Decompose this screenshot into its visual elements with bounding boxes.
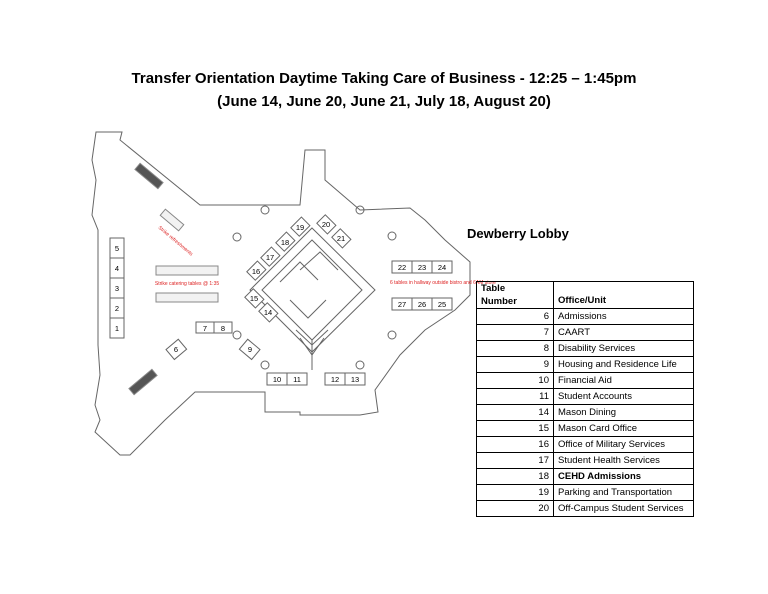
table-number-cell: 20 bbox=[477, 501, 554, 517]
plan-table-14 bbox=[259, 303, 278, 322]
table-row bbox=[477, 309, 694, 325]
office-unit-cell: CAART bbox=[554, 325, 694, 341]
table-number-cell: 18 bbox=[477, 469, 554, 485]
svg-text:10: 10 bbox=[272, 375, 282, 384]
plan-table-3 bbox=[110, 278, 124, 298]
table-number-cell: 11 bbox=[477, 389, 554, 405]
office-unit-cell: Office of Military Services bbox=[554, 437, 694, 453]
office-unit-cell: Student Health Services bbox=[554, 453, 694, 469]
table-row bbox=[477, 469, 694, 485]
table-number-cell: 8 bbox=[477, 341, 554, 357]
table-row bbox=[477, 453, 694, 469]
svg-text:25: 25 bbox=[437, 300, 447, 309]
plan-table-7 bbox=[196, 322, 214, 333]
table-number-cell: 17 bbox=[477, 453, 554, 469]
svg-text:24: 24 bbox=[437, 263, 447, 272]
office-unit-cell: Mason Card Office bbox=[554, 421, 694, 437]
table-row bbox=[477, 357, 694, 373]
office-unit-cell: Admissions bbox=[554, 309, 694, 325]
center-stair-diamond bbox=[247, 228, 375, 354]
table-row bbox=[477, 341, 694, 357]
svg-text:21: 21 bbox=[336, 234, 346, 243]
svg-text:20: 20 bbox=[321, 220, 331, 229]
plan-table-6 bbox=[166, 339, 187, 359]
plan-table-15 bbox=[245, 289, 264, 308]
table-row bbox=[477, 485, 694, 501]
svg-text:12: 12 bbox=[330, 375, 340, 384]
table-row bbox=[477, 389, 694, 405]
plan-table-2 bbox=[110, 298, 124, 318]
table-number-cell: 10 bbox=[477, 373, 554, 389]
svg-text:19: 19 bbox=[295, 223, 305, 232]
plan-table-25 bbox=[432, 298, 452, 310]
plan-table-12 bbox=[325, 373, 345, 385]
svg-text:1: 1 bbox=[114, 324, 120, 333]
table-number-cell: 7 bbox=[477, 325, 554, 341]
plan-table-11 bbox=[287, 373, 307, 385]
office-unit-cell: Financial Aid bbox=[554, 373, 694, 389]
table-number-cell: 16 bbox=[477, 437, 554, 453]
plan-table-10 bbox=[267, 373, 287, 385]
table-number-cell: 19 bbox=[477, 485, 554, 501]
page-title: Transfer Orientation Daytime Taking Care of Business - 12:25 – 1:45pm bbox=[131, 70, 637, 87]
column-header-number: Table Number bbox=[477, 282, 554, 309]
table-row bbox=[477, 421, 694, 437]
plan-table-24 bbox=[432, 261, 452, 273]
office-unit-cell: Mason Dining bbox=[554, 405, 694, 421]
office-unit-cell: Off-Campus Student Services bbox=[554, 501, 694, 517]
svg-text:27: 27 bbox=[397, 300, 407, 309]
note-strike-catering: Strike catering tables @ 1:35 bbox=[154, 281, 220, 287]
table-row bbox=[477, 437, 694, 453]
svg-text:9: 9 bbox=[247, 345, 253, 354]
svg-text:15: 15 bbox=[249, 294, 259, 303]
svg-text:14: 14 bbox=[263, 308, 273, 317]
svg-text:5: 5 bbox=[114, 244, 120, 253]
plan-table-23 bbox=[412, 261, 432, 273]
office-unit-cell: Housing and Residence Life bbox=[554, 357, 694, 373]
table-row bbox=[477, 405, 694, 421]
plan-table-5 bbox=[110, 238, 124, 258]
catering-table-bottom bbox=[156, 293, 218, 302]
table-row bbox=[477, 373, 694, 389]
svg-text:13: 13 bbox=[350, 375, 360, 384]
plan-table-4 bbox=[110, 258, 124, 278]
svg-text:7: 7 bbox=[202, 324, 208, 333]
table-row bbox=[477, 501, 694, 517]
table-assignments bbox=[476, 281, 694, 517]
svg-text:11: 11 bbox=[293, 375, 301, 384]
location-label: Dewberry Lobby bbox=[467, 226, 569, 241]
catering-table-top bbox=[156, 266, 218, 275]
office-unit-cell: Disability Services bbox=[554, 341, 694, 357]
page-subtitle-dates: (June 14, June 20, June 21, July 18, August 20) bbox=[217, 93, 551, 110]
plan-table-21 bbox=[332, 229, 351, 248]
plan-table-27 bbox=[392, 298, 412, 310]
svg-text:16: 16 bbox=[251, 267, 261, 276]
office-unit-cell: Student Accounts bbox=[554, 389, 694, 405]
svg-text:18: 18 bbox=[280, 238, 290, 247]
corner-station-top bbox=[135, 163, 163, 188]
note-strike-refreshments: Strike refreshments bbox=[156, 224, 194, 258]
plan-table-8 bbox=[214, 322, 232, 333]
svg-text:26: 26 bbox=[417, 300, 427, 309]
svg-text:4: 4 bbox=[114, 264, 120, 273]
plan-table-22 bbox=[392, 261, 412, 273]
table-number-cell: 15 bbox=[477, 421, 554, 437]
table-number-cell: 9 bbox=[477, 357, 554, 373]
table-number-cell: 6 bbox=[477, 309, 554, 325]
plan-table-13 bbox=[345, 373, 365, 385]
plan-table-20 bbox=[317, 215, 336, 234]
svg-text:22: 22 bbox=[397, 263, 407, 272]
svg-text:17: 17 bbox=[265, 253, 275, 262]
table-row bbox=[477, 325, 694, 341]
note-hallway-tables: 6 tables in hallway outside bistro and 6AM store bbox=[390, 280, 496, 286]
svg-text:8: 8 bbox=[220, 324, 226, 333]
plan-table-9 bbox=[239, 339, 260, 359]
table-number-cell: 14 bbox=[477, 405, 554, 421]
corner-station-bottom bbox=[129, 369, 157, 394]
svg-text:2: 2 bbox=[114, 304, 120, 313]
svg-text:6: 6 bbox=[173, 345, 179, 354]
plan-table-26 bbox=[412, 298, 432, 310]
office-unit-cell: Parking and Transportation bbox=[554, 485, 694, 501]
plan-table-1 bbox=[110, 318, 124, 338]
svg-text:23: 23 bbox=[417, 263, 427, 272]
office-unit-cell: CEHD Admissions bbox=[554, 469, 694, 485]
column-header-office: Office/Unit bbox=[554, 282, 694, 309]
svg-text:3: 3 bbox=[114, 284, 120, 293]
